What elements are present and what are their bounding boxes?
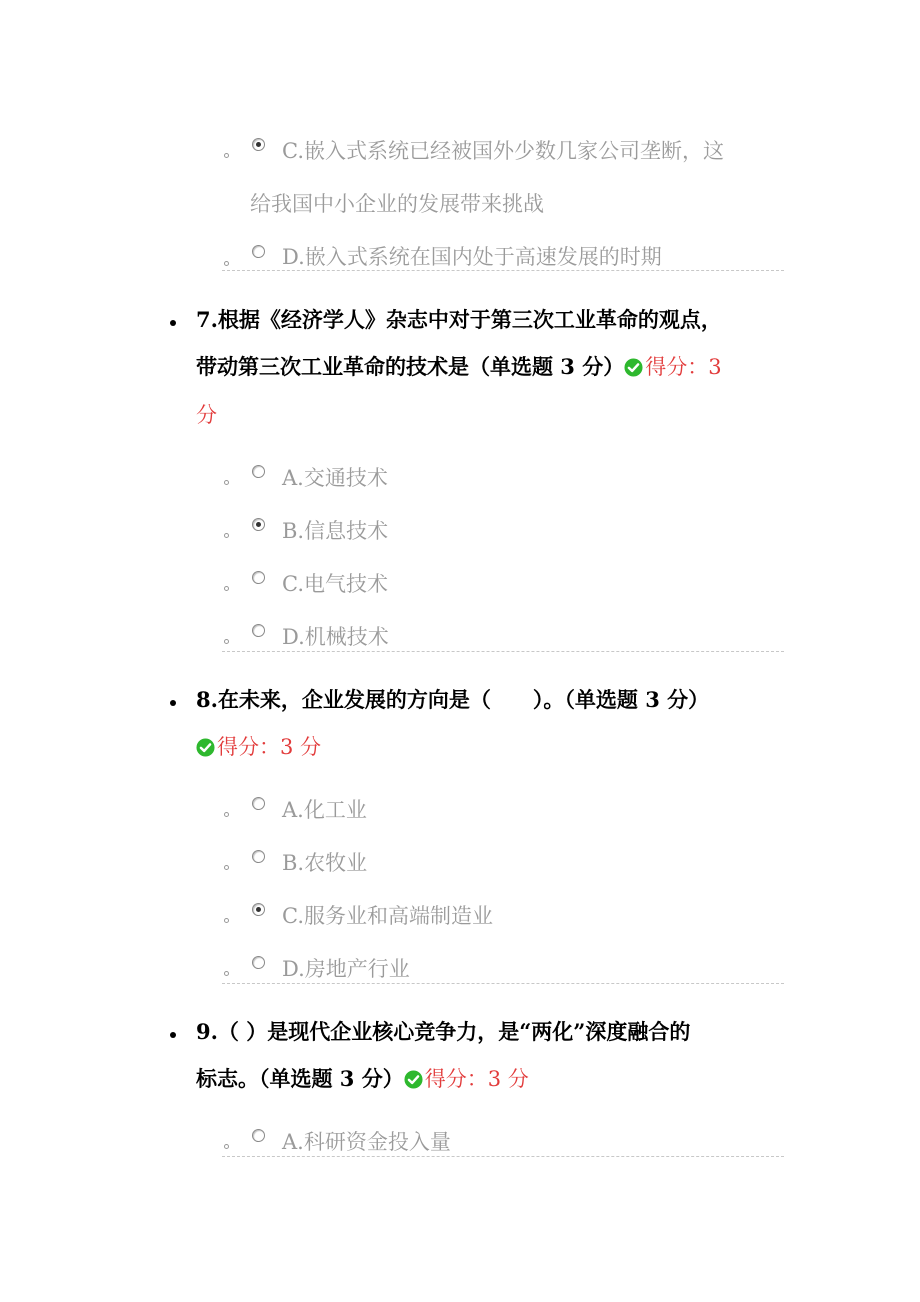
option-bullet [224, 586, 229, 591]
option-bullet [224, 918, 229, 923]
check-circle-icon [196, 738, 215, 757]
question-7-score-cont: 分 [196, 403, 217, 427]
radio-q7-d[interactable] [252, 624, 265, 637]
divider [222, 270, 784, 271]
question-7-title-cont [196, 355, 722, 379]
question-9-title-cont [196, 1067, 529, 1091]
radio-q7-c[interactable] [252, 571, 265, 584]
option-bullet [224, 812, 229, 817]
radio-q8-c[interactable] [252, 903, 265, 916]
option-q8-c[interactable]: C.服务业和高端制造业 [282, 904, 493, 928]
option-bullet [224, 971, 229, 976]
option-bullet [224, 865, 229, 870]
question-7-title: 7.根据《经济学人》杂志中对于第三次工业革命的观点， [196, 307, 722, 332]
radio-q7-b[interactable] [252, 518, 265, 531]
radio-q6-d[interactable] [252, 245, 265, 258]
option-q8-d[interactable]: D.房地产行业 [282, 957, 410, 981]
option-bullet [224, 639, 229, 644]
radio-q8-b[interactable] [252, 850, 265, 863]
option-q7-d[interactable]: D.机械技术 [282, 625, 389, 649]
radio-q9-a[interactable] [252, 1129, 265, 1142]
question-bullet [170, 700, 176, 706]
question-8-title: 8.在未来，企业发展的方向是（ ）。（单选题 3 分） [196, 687, 710, 712]
radio-q7-a[interactable] [252, 465, 265, 478]
option-bullet [224, 480, 229, 485]
question-9-title: 9.（ ）是现代企业核心竞争力，是“两化”深度融合的 [196, 1019, 691, 1044]
question-bullet [170, 320, 176, 326]
option-q6-c[interactable]: C.嵌入式系统已经被国外少数几家公司垄断，这 [282, 139, 724, 163]
option-bullet [224, 153, 229, 158]
question-9-prompt: 标志。（单选题 3 分） [196, 1066, 404, 1091]
question-8-score-line [196, 735, 321, 759]
option-q8-a[interactable]: A.化工业 [282, 798, 367, 822]
option-bullet [224, 533, 229, 538]
divider [222, 651, 784, 652]
divider [222, 983, 784, 984]
radio-q8-d[interactable] [252, 956, 265, 969]
check-circle-icon [624, 358, 643, 377]
option-q6-d[interactable]: D.嵌入式系统在国内处于高速发展的时期 [282, 245, 662, 269]
radio-q8-a[interactable] [252, 797, 265, 810]
question-8-score: 得分：3 分 [217, 735, 322, 759]
question-7-prompt: 带动第三次工业革命的技术是（单选题 3 分） [196, 354, 625, 379]
check-circle-icon [404, 1070, 423, 1089]
option-q7-c[interactable]: C.电气技术 [282, 572, 388, 596]
divider [222, 1156, 784, 1157]
option-q6-c-cont: 给我国中小企业的发展带来挑战 [250, 192, 544, 216]
question-7-score: 得分：3 [645, 355, 722, 379]
option-q7-a[interactable]: A.交通技术 [282, 466, 388, 490]
option-bullet [224, 261, 229, 266]
option-q7-b[interactable]: B.信息技术 [282, 519, 389, 543]
option-q9-a[interactable]: A.科研资金投入量 [282, 1130, 451, 1154]
option-q8-b[interactable]: B.农牧业 [282, 851, 368, 875]
radio-q6-c[interactable] [252, 138, 265, 151]
question-9-score: 得分：3 分 [424, 1067, 529, 1091]
question-bullet [170, 1032, 176, 1038]
option-bullet [224, 1144, 229, 1149]
